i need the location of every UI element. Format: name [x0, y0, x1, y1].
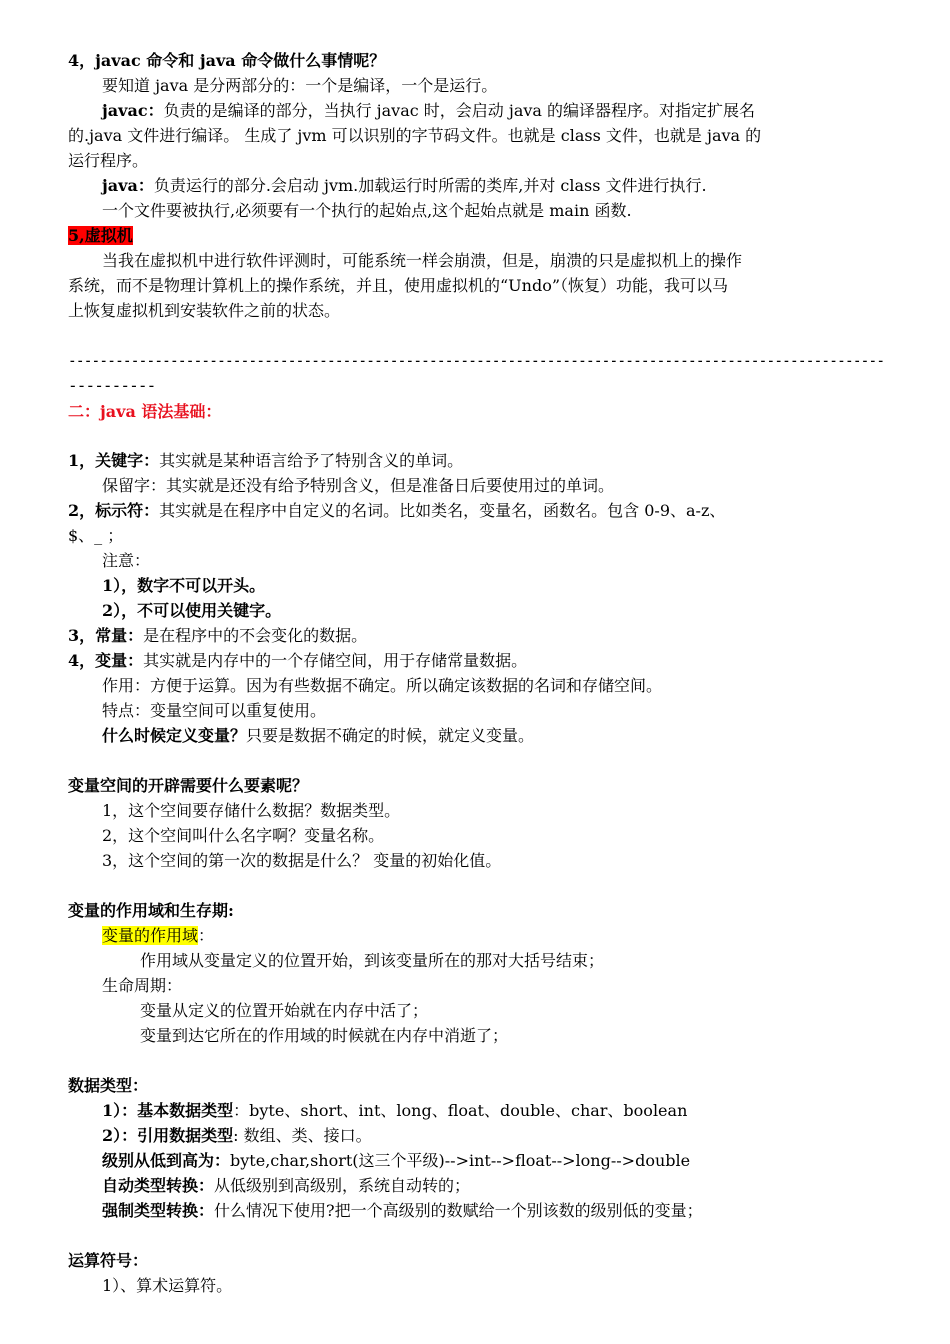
variables-label: 4，变量： [68, 651, 144, 670]
type-order-label: 级别从低到高为： [102, 1151, 231, 1170]
paragraph: 系统，而不是物理计算机上的操作系统，并且，使用虚拟机的“Undo”（恢复）功能，我可以马 [68, 276, 729, 295]
constants-text: 是在程序中的不会变化的数据。 [143, 626, 368, 645]
paragraph: 要知道 java 是分两部分的：一个是编译，一个是运行。 [102, 76, 498, 95]
ref-types-line [102, 1124, 372, 1148]
list-item: 1）、算术运算符。 [102, 1276, 233, 1295]
type-order-line [102, 1149, 690, 1173]
auto-conversion-text: 从低级别到高级别，系统自动转的； [214, 1176, 471, 1195]
scope-label-line [102, 924, 214, 948]
scope-colon: ： [198, 926, 215, 945]
force-conversion-label: 强制类型转换： [102, 1201, 215, 1220]
section-5-title: 5,虚拟机 [68, 226, 133, 245]
list-item: 2，这个空间叫什么名字啊？变量名称。 [102, 826, 385, 845]
life-text: 变量到达它所在的作用域的时候就在内存中消逝了； [140, 1026, 509, 1045]
keywords-label: 1，关键字： [68, 451, 160, 470]
list-item: 1，这个空间要存储什么数据？数据类型。 [102, 801, 401, 820]
reserved-words: 保留字：其实就是还没有给予特别含义，但是准备日后要使用过的单词。 [102, 476, 615, 495]
when-label: 什么时候定义变量？ [102, 726, 247, 745]
scope-label: 变量的作用域 [102, 926, 199, 945]
keywords-line [68, 449, 463, 473]
divider-line: ---------- [68, 376, 156, 395]
scope-title: 变量的作用域和生存期: [68, 901, 234, 920]
types-title: 数据类型： [68, 1076, 149, 1095]
rule-item: 2），不可以使用关键字。 [102, 601, 282, 620]
paragraph: 当我在虚拟机中进行软件评测时，可能系统一样会崩溃，但是，崩溃的只是虚拟机上的操作 [102, 251, 743, 270]
identifiers-text: 其实就是在程序中自定义的名词。比如类名，变量名，函数名。包含 0-9、a-z、 [159, 501, 726, 520]
basic-types-line [102, 1099, 687, 1123]
ref-types-text: : 数组、类、接口。 [233, 1126, 372, 1145]
auto-conversion-label: 自动类型转换： [102, 1176, 215, 1195]
force-conversion-line [102, 1199, 703, 1223]
auto-conversion-line [102, 1174, 470, 1198]
variables-text: 其实就是内存中的一个存储空间，用于存储常量数据。 [143, 651, 528, 670]
basic-types-text: ：byte、short、int、long、float、double、char、boolean [233, 1101, 688, 1120]
rule-item: 1），数字不可以开头。 [102, 576, 266, 595]
constants-label: 3，常量： [68, 626, 144, 645]
operators-title: 运算符号： [68, 1251, 149, 1270]
section-4-title: 4，javac 命令和 java 命令做什么事情呢？ [68, 51, 386, 70]
type-order-text: byte,char,short(这三个平级)-->int-->float-->long-->double [230, 1151, 691, 1170]
javac-text: 负责的是编译的部分，当执行 javac 时，会启动 java 的编译器程序。对指定扩展名 [163, 101, 756, 120]
constants-line [68, 624, 367, 648]
space-title: 变量空间的开辟需要什么要素呢？ [68, 776, 309, 795]
part-2-title: 二：java 语法基础： [68, 402, 222, 421]
life-label: 生命周期： [102, 976, 183, 995]
identifiers-cont: $、_ ； [68, 526, 124, 545]
identifiers-line [68, 499, 725, 523]
note-label: 注意： [102, 551, 151, 570]
variables-purpose: 作用：方便于运算。因为有些数据不确定。所以确定该数据的名词和存储空间。 [102, 676, 663, 695]
list-item: 3，这个空间的第一次的数据是什么？ 变量的初始化值。 [102, 851, 502, 870]
variables-line [68, 649, 527, 673]
paragraph: 上恢复虚拟机到安装软件之前的状态。 [68, 301, 341, 320]
variables-feature: 特点：变量空间可以重复使用。 [102, 701, 327, 720]
identifiers-label: 2，标示符： [68, 501, 160, 520]
life-text: 变量从定义的位置开始就在内存中活了； [140, 1001, 429, 1020]
paragraph: 的.java 文件进行编译。 生成了 jvm 可以识别的字节码文件。也就是 class 文件，也就是 java 的 [68, 126, 762, 145]
javac-label: javac： [102, 101, 164, 120]
paragraph: 一个文件要被执行,必须要有一个执行的起始点,这个起始点就是 main 函数. [102, 201, 632, 220]
paragraph: 运行程序。 [68, 151, 149, 170]
basic-types-label: 1）：基本数据类型 [102, 1101, 234, 1120]
java-text: 负责运行的部分.会启动 jvm.加载运行时所需的类库,并对 class 文件进行执行. [153, 176, 707, 195]
scope-text: 作用域从变量定义的位置开始，到该变量所在的那对大括号结束； [140, 951, 605, 970]
java-label: java： [102, 176, 154, 195]
keywords-text: 其实就是某种语言给予了特别含义的单词。 [159, 451, 464, 470]
force-conversion-text: 什么情况下使用?把一个高级别的数赋给一个别该数的级别低的变量； [214, 1201, 703, 1220]
divider-line: -------------------------------------------------------------------------------------------------------- [68, 351, 885, 370]
ref-types-label: 2）：引用数据类型 [102, 1126, 234, 1145]
when-text: 只要是数据不确定的时候，就定义变量。 [246, 726, 535, 745]
section-5-title-line [68, 224, 133, 248]
java-line [102, 174, 707, 198]
variables-when-line [102, 724, 534, 748]
javac-line [102, 99, 755, 123]
